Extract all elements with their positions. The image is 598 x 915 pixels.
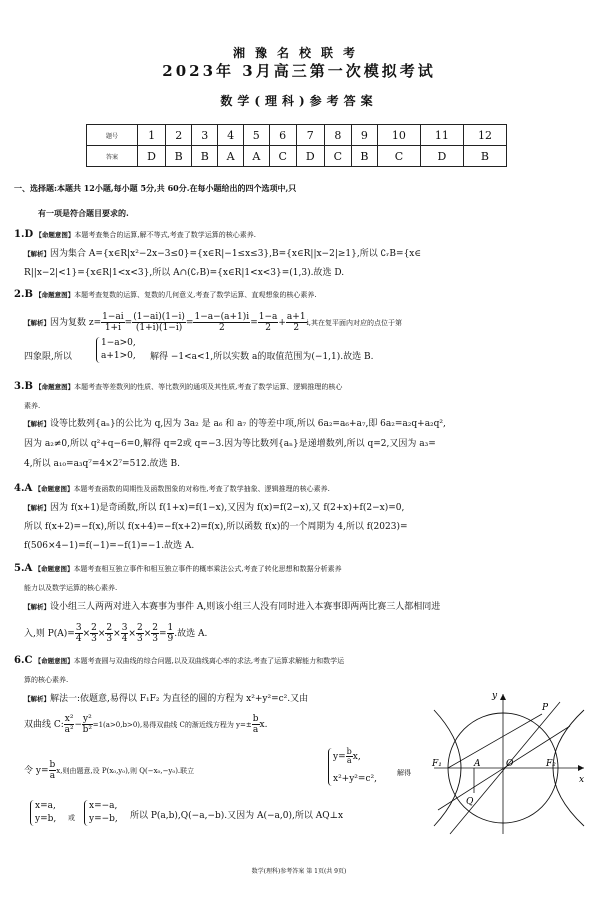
- q1-solution-line: [24, 248, 598, 260]
- table-row-numbers: [87, 125, 507, 146]
- question-number: 2: [166, 125, 192, 146]
- solve-text: 解得: [397, 769, 411, 777]
- q2-solution-line: 【解析】因为复数 z= $\frac{1-ai}{1+i}$ = $\frac{(1-ai)(1-i)}{(1+i)(1-i)}$ = $\frac{1-a-(a+1)i}{2}$ = $\frac{1-a}{2}$ + $\frac{a+1}{2}$ i,其在复平面内对应的点位于第: [24, 312, 403, 333]
- tag: 【命题意图】: [35, 383, 75, 391]
- label-q: Q: [466, 797, 474, 807]
- or-text: 或: [68, 814, 75, 822]
- fraction: $\frac{2}{3}$: [91, 623, 97, 644]
- q6-answer: 6.C: [14, 655, 33, 666]
- intent-text: 本题考查函数的周期性及函数图象的对称性,考查了数学抽象、逻辑推理的核心素养.: [73, 485, 330, 493]
- solution-text: 设小组三人两两对进入本赛事为事件 A,则该小组三人没有同时进入本赛事即两两比赛三人都相同进: [50, 602, 441, 612]
- label-a: A: [474, 759, 481, 769]
- tag: 【命题意图】: [34, 565, 74, 573]
- label-x: x: [579, 775, 585, 785]
- page-footer: 数学(理科)参考答案 第 1页(共 9页): [251, 868, 347, 875]
- intent-text: 本题考查复数的运算、复数的几何意义,考查了数学运算、直观想象的核心素养.: [74, 291, 317, 299]
- tag: 【命题意图】: [35, 231, 75, 239]
- answer-cell: D: [420, 146, 463, 167]
- tag: 【命题意图】: [34, 485, 74, 493]
- exam-title: 2023年 3月高三第一次模拟考试: [162, 62, 436, 80]
- fraction: $\frac{2}{3}$: [106, 623, 113, 644]
- answer-cell: B: [166, 146, 192, 167]
- fraction: $\frac{1-ai}{1+i}$: [102, 312, 124, 333]
- q3-intro-line: [14, 381, 598, 393]
- q5-intro-cont: 能力以及数学运算的核心素养.: [24, 584, 118, 592]
- y-axis-arrow: [500, 694, 506, 700]
- tag: 【解析】: [24, 319, 50, 327]
- answer-cell: A: [243, 146, 269, 167]
- answer-cell: B: [351, 146, 377, 167]
- q6-intro-cont: 算的核心素养.: [24, 676, 69, 684]
- tag: 【解析】: [24, 603, 50, 611]
- answer-cell: D: [138, 146, 166, 167]
- row-label: 答案: [87, 146, 138, 167]
- q4-solution-line: f(506×4−1)=f(−1)=−f(1)=−1.故选 A.: [24, 541, 195, 551]
- question-number: 12: [463, 125, 506, 146]
- fraction: $\frac{\text{y²}}{\text{b²}}$: [82, 714, 93, 735]
- section-heading: 一、选择题:本题共 12小题,每小题 5分,共 60分.在每小题给出的四个选项中,只: [14, 183, 297, 193]
- intent-text: 本题考查集合的运算,解不等式,考查了数学运算的核心素养.: [74, 231, 257, 239]
- equation-system: y= $\frac{b}{a}$ x, x²+y²=c²,: [328, 748, 377, 786]
- q4-intro-line: [14, 483, 598, 495]
- fraction: $\frac{a+1}{2}$: [286, 312, 306, 333]
- answer-cell: C: [269, 146, 296, 167]
- hyperbola-circle-figure: [430, 688, 588, 838]
- answer-cell: C: [377, 146, 420, 167]
- fraction: $\frac{(1-ai)(1-i)}{(1+i)(1-i)}$: [133, 312, 185, 333]
- q3-solution-line: [24, 418, 598, 430]
- question-number: 1: [138, 125, 166, 146]
- fraction: $\frac{b}{a}$: [49, 760, 56, 781]
- q6-solution-line: 所以 P(a,b),Q(−a,−b).又因为 A(−a,0),所以 AQ⊥x: [130, 811, 344, 821]
- q3-intro-cont: 素养.: [24, 402, 41, 410]
- solution-text: 设等比数列{aₙ}的公比为 q,因为 3a₂ 是 a₆ 和 a₇ 的等差中项,所以 6a₂=a₆+a₇,即 6a₂=a₂q+a₂q²,: [50, 419, 446, 429]
- q6-hyperbola-line: 双曲线 C: $\frac{\text{x²}}{\text{a²}}$ − $\frac{\text{y²}}{\text{b²}}$ =1(a>0,b>0),易得双曲线 C的渐近线方程为 y=± $\frac{b}{a}$ x.: [24, 714, 268, 735]
- fraction: $\frac{1-a-(a+1)i}{2}$: [194, 312, 250, 333]
- q4-solution-line: [24, 502, 598, 514]
- tag: 【命题意图】: [34, 657, 74, 665]
- intent-text: 本题考查等差数列的性质、等比数列的通项及其性质,考查了数学运算、逻辑推理的核心: [74, 383, 343, 391]
- q5-intro-line: [14, 563, 598, 575]
- fraction: $\frac{3}{4}$: [75, 623, 82, 644]
- q6-asymptote-line: 令 y= $\frac{b}{a}$ x,则由题意,设 P(x₀,y₀),则 Q(−x₀,−y₀).联立: [24, 760, 195, 781]
- question-number: 4: [218, 125, 244, 146]
- fraction: $\frac{1}{9}$: [167, 623, 174, 644]
- q4-answer: 4.A: [14, 483, 33, 494]
- label-y: y: [492, 691, 498, 701]
- inequality-system: 1−a>0, a+1>0,: [96, 337, 136, 363]
- fraction: $\frac{2}{3}$: [136, 623, 143, 644]
- fraction: $\frac{\text{x²}}{\text{a²}}$: [64, 714, 74, 735]
- question-number: 3: [192, 125, 218, 146]
- x-axis-arrow: [578, 765, 584, 771]
- q5-probability-line: 入,则 P(A)= $\frac{3}{4}$ × $\frac{2}{3}$ × $\frac{2}{3}$ × $\frac{3}{4}$ × $\frac{2}{3}$ × $\frac{2}{3}$ = $\frac{1}{9}$ .故选 A.: [24, 623, 208, 644]
- fraction: $\frac{2}{3}$: [152, 623, 158, 644]
- exam-org-title: 湘豫名校联考: [232, 46, 365, 60]
- tag: 【命题意图】: [35, 291, 75, 299]
- answer-key-title: 数学(理科)参考答案: [220, 94, 378, 108]
- q2-intro-line: [14, 289, 598, 301]
- answer-cell: B: [192, 146, 218, 167]
- tag: 【解析】: [24, 695, 50, 703]
- intent-text: 本题考查相互独立事件和相互独立事件的概率乘法公式,考查了转化思想和数据分析素养: [73, 565, 342, 573]
- label-p: P: [542, 703, 549, 713]
- q6-intro-line: [14, 655, 598, 667]
- q2-solution-line: 解得 −1<a<1,所以实数 a的取值范围为(−1,1).故选 B.: [150, 352, 374, 362]
- tag: 【解析】: [24, 250, 50, 258]
- q3-solution-line: 4,所以 a₁₀=a₃q⁷=4×2⁷=512.故选 B.: [24, 459, 180, 469]
- fraction: $\frac{1-a}{2}$: [258, 312, 278, 333]
- q2-answer: 2.B: [14, 289, 33, 300]
- solution-system-2: x=−a, y=−b,: [84, 800, 118, 826]
- solution-system-1: x=a, y=b,: [30, 800, 56, 826]
- q1-intro-line: [14, 229, 598, 241]
- question-number: 5: [243, 125, 269, 146]
- tag: 【解析】: [24, 420, 50, 428]
- tag: 【解析】: [24, 504, 50, 512]
- table-row-answers: [87, 146, 507, 167]
- question-number: 6: [269, 125, 296, 146]
- answer-cell: B: [463, 146, 506, 167]
- q5-answer: 5.A: [14, 563, 33, 574]
- q6-solution-line: [24, 693, 424, 705]
- fraction: $\frac{3}{4}$: [121, 623, 128, 644]
- q5-solution-line: [24, 601, 598, 613]
- section-heading-cont: 有一项是符合题目要求的.: [38, 208, 129, 218]
- q3-solution-line: 因为 a₂≠0,所以 q²+q−6=0,解得 q=2或 q=−3.因为等比数列{aₙ}是递增数列,所以 q=2,又因为 a₃=: [24, 439, 436, 449]
- answer-table: [86, 124, 507, 167]
- q1-solution-line: R||x−2|<1}={x∈R|1<x<3},所以 A∩(∁ᵣB)={x∈R|1<x<3}=(1,3).故选 D.: [24, 268, 345, 278]
- q3-answer: 3.B: [14, 381, 33, 392]
- q1-answer: 1.D: [14, 229, 34, 240]
- answer-cell: A: [218, 146, 244, 167]
- solution-text: 因为集合 A={x∈R|x²−2x−3≤0}={x∈R|−1≤x≤3},B={x∈R||x−2|≥1},所以 ∁ᵣB={x∈: [50, 249, 422, 259]
- solution-text: 因为 f(x+1)是奇函数,所以 f(1+x)=f(1−x),又因为 f(x)=f(2−x),又 f(2+x)+f(2−x)=0,: [50, 503, 405, 513]
- question-number: 7: [296, 125, 324, 146]
- label-o: O: [506, 759, 514, 769]
- fraction: $\frac{b}{a}$: [252, 714, 259, 735]
- intent-text: 本题考查圆与双曲线的综合问题,以及双曲线离心率的求法,考查了运算求解能力和数学运: [73, 657, 345, 665]
- solution-text: 解法一:依题意,易得以 F₁F₂ 为直径的圆的方程为 x²+y²=c².又由: [50, 694, 309, 704]
- q2-solution-line: 四象限,所以: [24, 352, 72, 362]
- question-number: 9: [351, 125, 377, 146]
- row-label: 题号: [87, 125, 138, 146]
- label-f2: F₂: [546, 759, 556, 769]
- label-f1: F₁: [432, 759, 442, 769]
- question-number: 11: [420, 125, 463, 146]
- answer-cell: D: [296, 146, 324, 167]
- answer-cell: C: [324, 146, 351, 167]
- q4-solution-line: 所以 f(x+2)=−f(x),所以 f(x+4)=−f(x+2)=f(x),所以函数 f(x)的一个周期为 4,所以 f(2023)=: [24, 522, 408, 532]
- text: 因为复数 z=: [50, 318, 102, 328]
- question-number: 10: [377, 125, 420, 146]
- question-number: 8: [324, 125, 351, 146]
